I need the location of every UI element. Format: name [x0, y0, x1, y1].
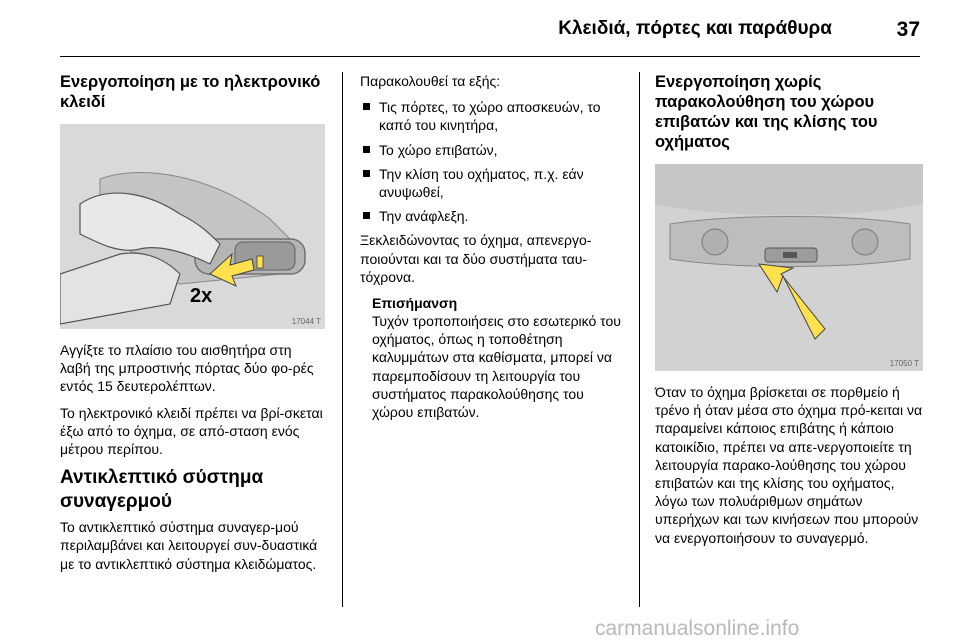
list-item: Το χώρο επιβατών, — [360, 141, 628, 159]
header-rule — [60, 56, 920, 57]
page-header — [60, 18, 920, 52]
paragraph: Όταν το όχημα βρίσκεται σε πορθμείο ή τρένο ή όταν μέσα στο όχημα πρό-κειται να παραμείνει κάποιος επιβάτης ή κάποιο κατοικίδιο, πρέπει να απε-νεργοποιείτε τη λειτουργία παρακο-λούθησης του χώρου επιβατών και της κλίσης του οχήματος, λόγω των πολυάριθμων σημάτων υπερήχων και των κινήσεων που μπορούν να ενεργοποιήσουν το συναγερμό. — [655, 384, 923, 546]
note-title: Επισήμανση — [372, 295, 458, 312]
note-body: Τυχόν τροποποιήσεις στο εσωτερικό του οχήματος, όπως η τοποθέτηση καλυμμάτων στα καθίσματα, μπορεί να παρεμποδίσουν τη λειτουργία του συστήματος παρακολούθησης του χώρου επιβατών. — [372, 313, 621, 421]
door-handle-drawing — [60, 124, 325, 329]
section-heading-alarm: Αντικλεπτικό σύστημα συναγερμού — [60, 467, 264, 513]
watermark: carmanualsonline.info — [595, 617, 800, 640]
figure-label-2x: 2x — [190, 285, 213, 307]
paragraph: Το ηλεκτρονικό κλειδί πρέπει να βρί-σκεται έξω από το όχημα, σε από-σταση ενός μέτρου περίπου. — [60, 404, 323, 458]
paragraph: Το αντικλεπτικό σύστημα συναγερ-μού περιλαμβάνει και λειτουργεί συν-δυαστικά με το αντικλεπτικό σύστημα κλειδώματος. — [60, 519, 318, 572]
roof-console-illustration — [655, 164, 923, 371]
paragraph: Αγγίξτε το πλαίσιο του αισθητήρα στη λαβή της μπροστινής πόρτας δύο φο-ρές εντός 15 δευτερολέπτων. — [60, 342, 314, 395]
monitored-list — [360, 98, 628, 225]
paragraph: Ξεκλειδώνοντας το όχημα, απενεργο-ποιούνται και τα δύο συστήματα ταυ-τόχρονα. — [360, 232, 592, 285]
door-handle-illustration — [60, 124, 325, 329]
note-box — [372, 294, 628, 421]
section-heading-deactivate-monitoring: Ενεργοποίηση χωρίς παρακολούθηση του χώρου επιβατών και της κλίσης του οχήματος — [655, 73, 878, 151]
column-1 — [60, 72, 325, 581]
column-divider-2 — [639, 72, 640, 607]
figure-number: 17050 T — [889, 359, 919, 368]
column-divider-1 — [342, 72, 343, 607]
column-2 — [360, 72, 628, 429]
header-title: Κλειδιά, πόρτες και παράθυρα — [558, 18, 832, 39]
list-item: Την κλίση του οχήματος, π.χ. εάν ανυψωθεί, — [360, 165, 628, 201]
page-number: 37 — [896, 18, 920, 41]
roof-console-drawing — [655, 164, 923, 371]
column-3 — [655, 72, 923, 555]
list-item: Τις πόρτες, το χώρο αποσκευών, το καπό του κινητήρα, — [360, 98, 628, 134]
monitor-intro: Παρακολουθεί τα εξής: — [360, 73, 501, 89]
section-heading-electronic-key: Ενεργοποίηση με το ηλεκτρονικό κλειδί — [60, 73, 321, 111]
figure-number: 17044 T — [291, 317, 321, 326]
list-item: Την ανάφλεξη. — [360, 207, 628, 225]
